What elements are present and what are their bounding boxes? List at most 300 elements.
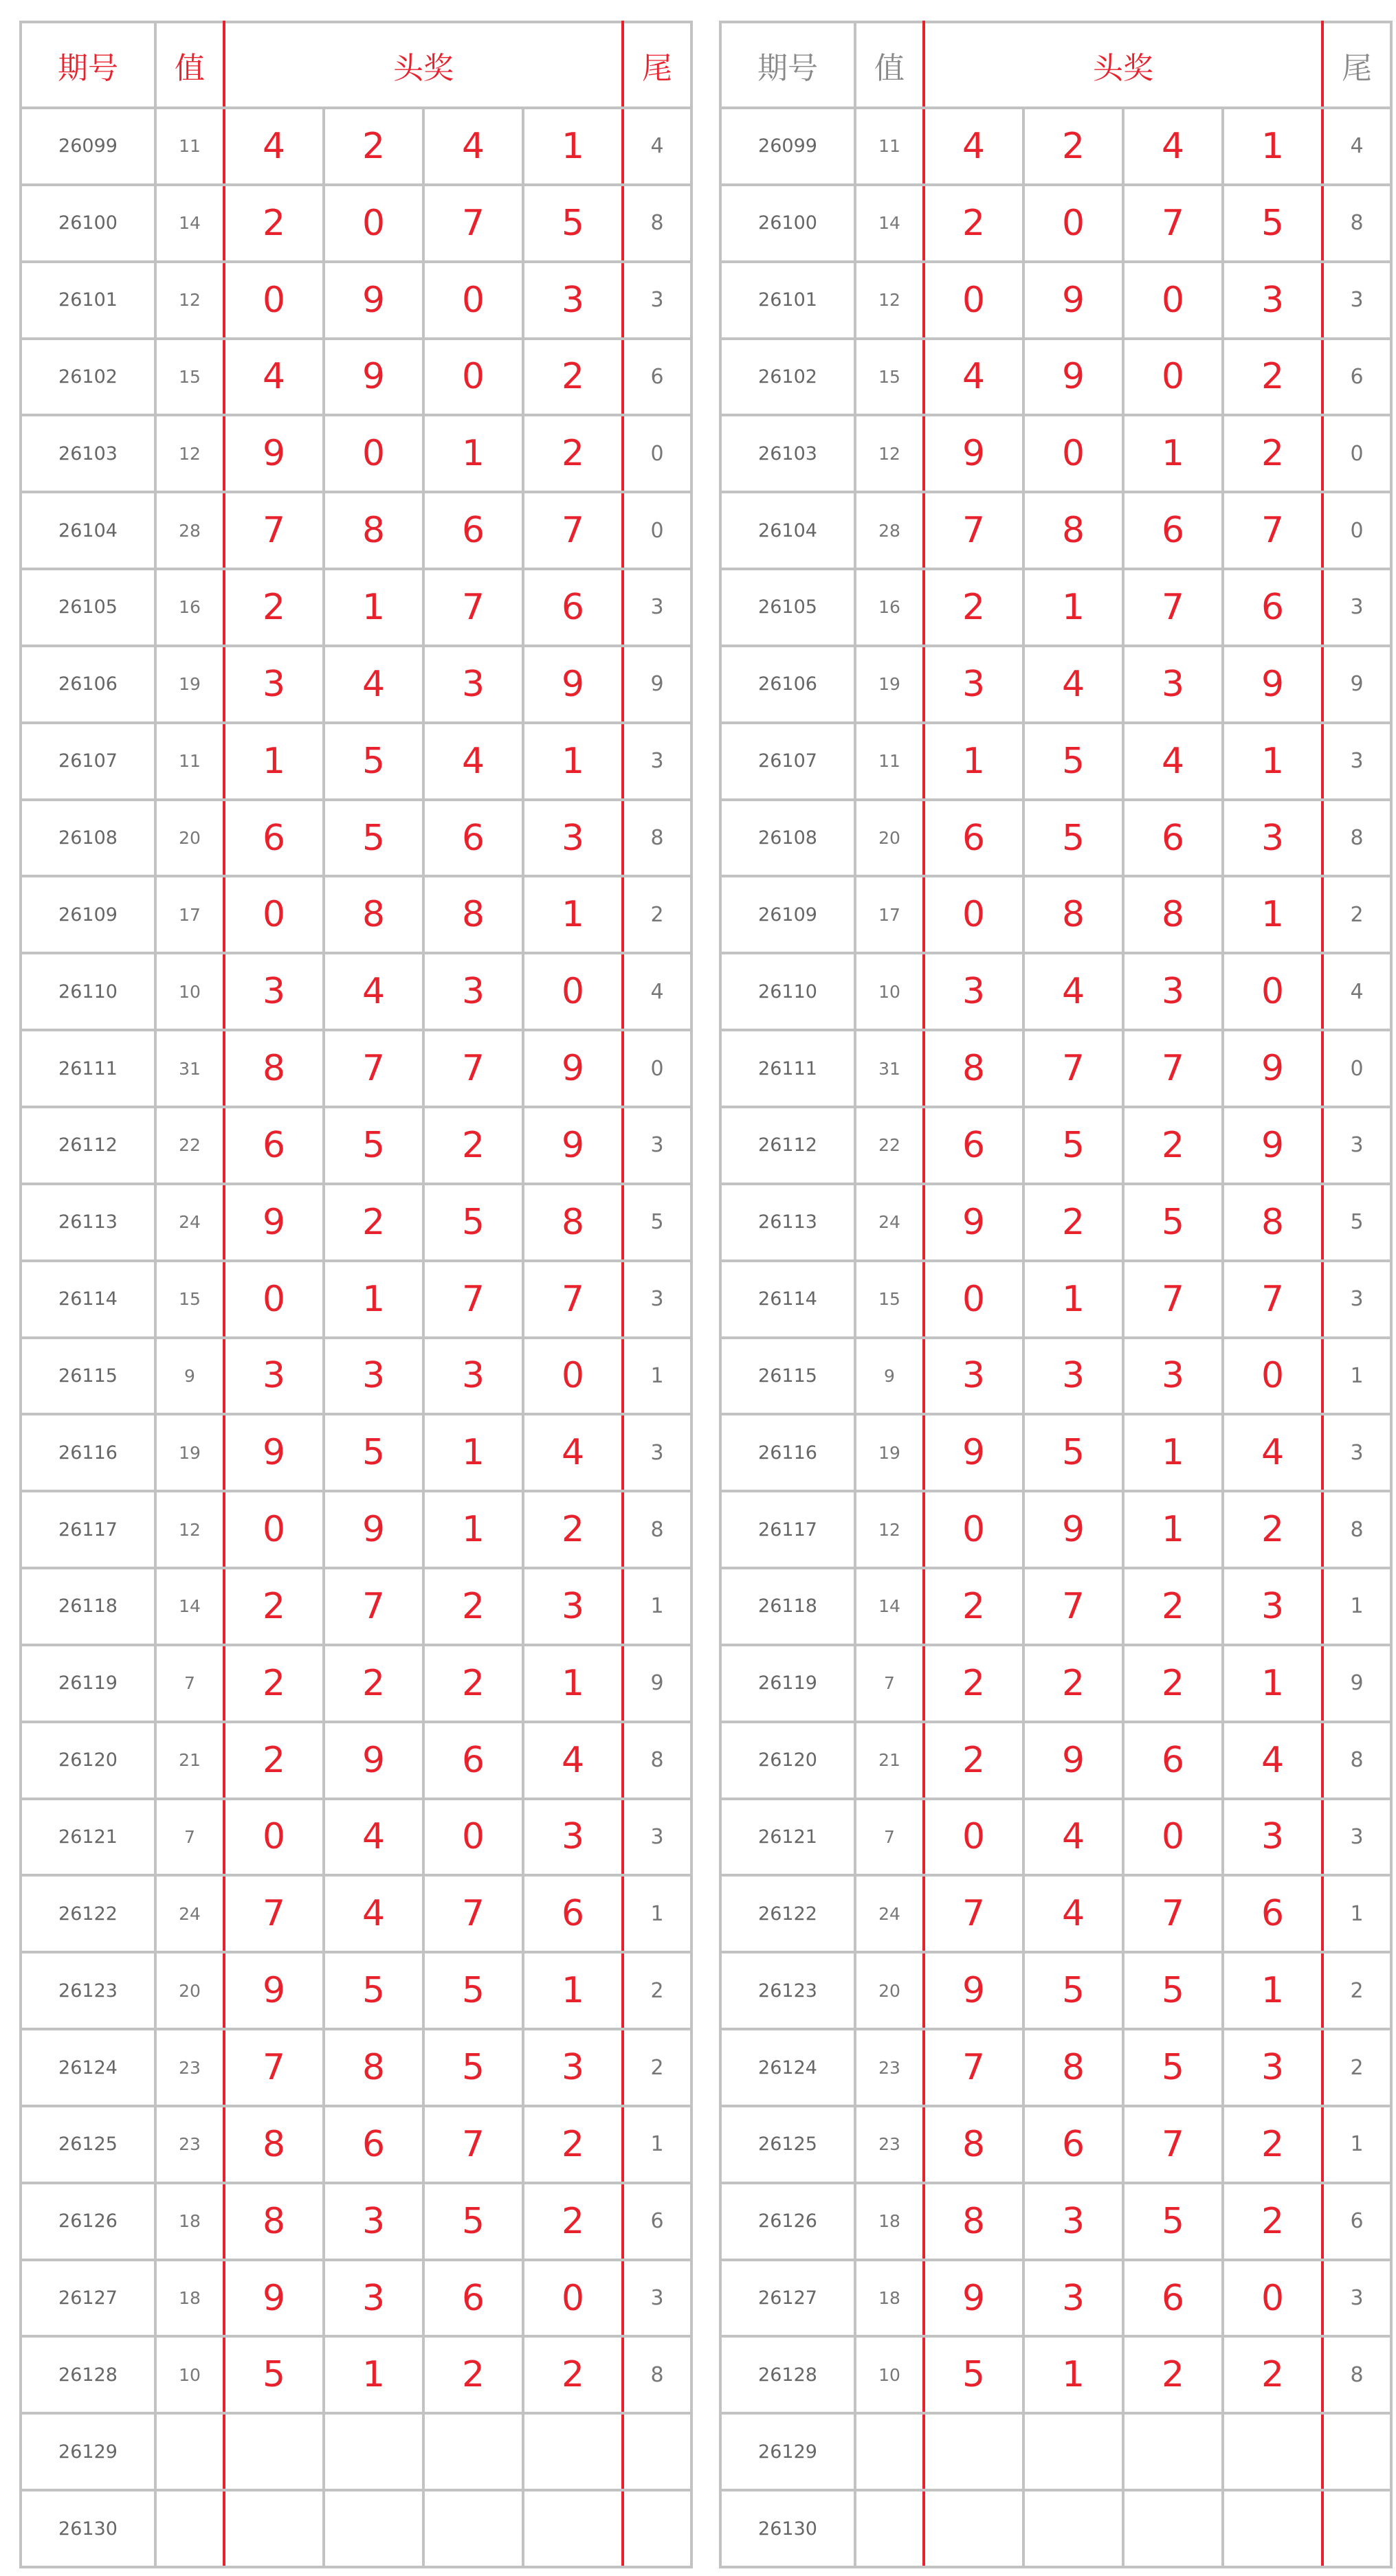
prize-digit: 4 <box>324 1875 423 1952</box>
tail-digit: 6 <box>1322 2183 1391 2260</box>
prize-digit: 0 <box>523 1338 623 1415</box>
sum-value: 7 <box>155 1799 224 1876</box>
table-row <box>720 2413 1391 2490</box>
table-row <box>21 2490 691 2567</box>
sum-value: 24 <box>855 1875 924 1952</box>
prize-digit: 7 <box>1123 1875 1223 1952</box>
sum-value: 22 <box>155 1107 224 1184</box>
tail-digit: 8 <box>1322 1722 1391 1799</box>
prize-digit: 4 <box>523 1414 623 1491</box>
tail-digit: 6 <box>623 339 691 416</box>
prize-digit: 2 <box>523 2183 623 2260</box>
sum-value: 12 <box>155 262 224 339</box>
table-row <box>720 1184 1391 1261</box>
prize-digit: 2 <box>423 1645 523 1722</box>
prize-digit: 5 <box>423 1184 523 1261</box>
header-tail: 尾 <box>623 22 691 108</box>
sum-value: 12 <box>855 1491 924 1568</box>
issue-number: 26100 <box>21 185 155 262</box>
prize-digit: 7 <box>1123 2106 1223 2183</box>
prize-digit: 1 <box>1223 108 1322 185</box>
prize-digit: 8 <box>1223 1184 1322 1261</box>
issue-number: 26126 <box>720 2183 855 2260</box>
table-row <box>21 1261 691 1338</box>
issue-number: 26111 <box>21 1030 155 1107</box>
table-row <box>21 953 691 1030</box>
prize-digit: 3 <box>224 953 324 1030</box>
tail-digit: 3 <box>623 1799 691 1876</box>
prize-digit: 9 <box>523 1107 623 1184</box>
prize-digit: 3 <box>324 2183 423 2260</box>
prize-digit: 8 <box>423 876 523 953</box>
prize-digit: 7 <box>324 1030 423 1107</box>
prize-digit: 5 <box>1023 800 1123 877</box>
prize-digit: 0 <box>324 185 423 262</box>
issue-number: 26130 <box>21 2490 155 2567</box>
issue-number: 26108 <box>720 800 855 877</box>
tail-digit <box>1322 2490 1391 2567</box>
prize-digit: 6 <box>1123 1722 1223 1799</box>
prize-digit: 2 <box>523 415 623 492</box>
prize-digit: 5 <box>1023 1107 1123 1184</box>
prize-digit: 5 <box>1123 1184 1223 1261</box>
prize-digit: 4 <box>1223 1722 1322 1799</box>
tail-digit: 1 <box>623 2106 691 2183</box>
prize-digit: 0 <box>224 1491 324 1568</box>
prize-digit: 3 <box>1223 1799 1322 1876</box>
table-row <box>21 2260 691 2337</box>
prize-digit: 2 <box>1123 1568 1223 1645</box>
prize-digit: 4 <box>1023 1875 1123 1952</box>
prize-digit: 8 <box>324 492 423 569</box>
prize-digit: 1 <box>423 1491 523 1568</box>
prize-digit: 3 <box>1023 2183 1123 2260</box>
sum-value: 10 <box>155 2336 224 2413</box>
prize-digit: 4 <box>423 723 523 800</box>
prize-digit: 7 <box>1023 1030 1123 1107</box>
sum-value: 28 <box>855 492 924 569</box>
table-row <box>720 185 1391 262</box>
tail-digit: 0 <box>1322 1030 1391 1107</box>
prize-digit: 0 <box>924 1799 1023 1876</box>
prize-digit: 2 <box>523 2106 623 2183</box>
issue-number: 26117 <box>21 1491 155 1568</box>
prize-digit: 3 <box>1023 2260 1123 2337</box>
table-row <box>720 2106 1391 2183</box>
prize-digit: 4 <box>924 108 1023 185</box>
prize-digit: 3 <box>423 953 523 1030</box>
issue-number: 26121 <box>720 1799 855 1876</box>
tail-digit: 2 <box>1322 876 1391 953</box>
prize-digit: 4 <box>1023 646 1123 723</box>
issue-number: 26101 <box>720 262 855 339</box>
issue-number: 26113 <box>720 1184 855 1261</box>
issue-number: 26126 <box>21 2183 155 2260</box>
prize-digit <box>324 2490 423 2567</box>
prize-digit: 8 <box>924 2183 1023 2260</box>
sum-value: 24 <box>155 1184 224 1261</box>
prize-digit: 8 <box>924 1030 1023 1107</box>
prize-digit: 1 <box>1223 723 1322 800</box>
tail-digit: 0 <box>623 1030 691 1107</box>
prize-digit: 9 <box>224 415 324 492</box>
prize-digit: 9 <box>924 1414 1023 1491</box>
issue-number: 26105 <box>720 569 855 646</box>
table-row <box>720 1107 1391 1184</box>
header-row <box>21 22 691 108</box>
results-grid <box>719 21 1393 2568</box>
prize-digit: 9 <box>1023 1722 1123 1799</box>
issue-number: 26103 <box>21 415 155 492</box>
issue-number: 26104 <box>21 492 155 569</box>
prize-digit: 0 <box>1123 262 1223 339</box>
tail-digit: 3 <box>623 569 691 646</box>
tail-digit: 8 <box>1322 1491 1391 1568</box>
header-qihao: 期号 <box>720 22 855 108</box>
tail-digit: 2 <box>623 876 691 953</box>
prize-digit: 3 <box>224 1338 324 1415</box>
sum-value <box>855 2413 924 2490</box>
header-value: 值 <box>155 22 224 108</box>
prize-digit <box>523 2413 623 2490</box>
issue-number: 26117 <box>720 1491 855 1568</box>
prize-digit: 2 <box>1223 415 1322 492</box>
prize-digit: 3 <box>423 646 523 723</box>
sum-value <box>155 2490 224 2567</box>
prize-digit: 1 <box>423 1414 523 1491</box>
sum-value: 22 <box>855 1107 924 1184</box>
table-row <box>21 2413 691 2490</box>
sum-value <box>855 2490 924 2567</box>
prize-digit: 2 <box>224 185 324 262</box>
sum-value: 23 <box>155 2106 224 2183</box>
tail-digit: 3 <box>623 723 691 800</box>
table-row <box>720 262 1391 339</box>
issue-number: 26118 <box>720 1568 855 1645</box>
prize-digit: 2 <box>924 569 1023 646</box>
tail-digit: 3 <box>623 2260 691 2337</box>
prize-digit <box>324 2413 423 2490</box>
tail-digit: 8 <box>623 1722 691 1799</box>
prize-digit: 3 <box>1123 953 1223 1030</box>
table-row <box>720 1799 1391 1876</box>
table-row <box>21 646 691 723</box>
prize-digit: 4 <box>1223 1414 1322 1491</box>
prize-digit: 3 <box>1223 1568 1322 1645</box>
table-row <box>21 1491 691 1568</box>
sum-value: 15 <box>155 339 224 416</box>
table-row <box>21 1875 691 1952</box>
issue-number: 26103 <box>720 415 855 492</box>
prize-digit: 4 <box>1123 723 1223 800</box>
sum-value: 20 <box>855 1952 924 2029</box>
issue-number: 26124 <box>720 2029 855 2106</box>
prize-digit: 5 <box>324 1107 423 1184</box>
table-row <box>21 1799 691 1876</box>
prize-digit: 7 <box>924 1875 1023 1952</box>
prize-digit: 5 <box>423 2183 523 2260</box>
prize-digit: 9 <box>924 2260 1023 2337</box>
tail-digit: 8 <box>623 185 691 262</box>
sum-value: 18 <box>155 2183 224 2260</box>
tail-digit: 1 <box>1322 1568 1391 1645</box>
prize-digit: 1 <box>924 723 1023 800</box>
sum-value: 11 <box>155 108 224 185</box>
sum-value: 19 <box>155 646 224 723</box>
prize-digit: 7 <box>1123 185 1223 262</box>
sum-value: 14 <box>855 185 924 262</box>
sum-value: 31 <box>855 1030 924 1107</box>
prize-digit: 7 <box>1123 1030 1223 1107</box>
issue-number: 26118 <box>21 1568 155 1645</box>
tail-digit: 4 <box>1322 108 1391 185</box>
tail-digit: 3 <box>1322 262 1391 339</box>
issue-number: 26112 <box>21 1107 155 1184</box>
tail-digit: 3 <box>623 262 691 339</box>
tail-digit: 4 <box>623 108 691 185</box>
table-row <box>720 2336 1391 2413</box>
prize-digit: 3 <box>523 1568 623 1645</box>
prize-digit: 2 <box>1023 1184 1123 1261</box>
prize-digit: 2 <box>324 1645 423 1722</box>
table-row <box>21 1414 691 1491</box>
tail-digit: 4 <box>1322 953 1391 1030</box>
prize-digit: 2 <box>1023 108 1123 185</box>
prize-digit: 6 <box>224 1107 324 1184</box>
prize-digit: 3 <box>1023 1338 1123 1415</box>
header-tail: 尾 <box>1322 22 1391 108</box>
prize-digit: 3 <box>324 2260 423 2337</box>
tail-digit: 8 <box>623 800 691 877</box>
tail-digit <box>1322 2413 1391 2490</box>
prize-digit <box>423 2413 523 2490</box>
prize-digit: 9 <box>924 1952 1023 2029</box>
issue-number: 26105 <box>21 569 155 646</box>
sum-value: 10 <box>855 2336 924 2413</box>
prize-digit: 7 <box>924 2029 1023 2106</box>
sum-value: 18 <box>855 2183 924 2260</box>
sum-value: 12 <box>855 415 924 492</box>
prize-digit: 2 <box>924 1722 1023 1799</box>
table-row <box>720 569 1391 646</box>
issue-number: 26114 <box>21 1261 155 1338</box>
prize-digit: 2 <box>1123 1645 1223 1722</box>
prize-digit: 0 <box>1223 953 1322 1030</box>
prize-digit: 6 <box>1123 2260 1223 2337</box>
prize-digit: 1 <box>523 723 623 800</box>
prize-digit: 4 <box>324 953 423 1030</box>
sum-value: 24 <box>155 1875 224 1952</box>
prize-digit: 3 <box>924 646 1023 723</box>
prize-digit: 9 <box>224 1184 324 1261</box>
prize-digit: 0 <box>423 262 523 339</box>
tail-digit: 3 <box>623 1107 691 1184</box>
issue-number: 26122 <box>21 1875 155 1952</box>
tail-digit: 1 <box>1322 2106 1391 2183</box>
prize-digit: 5 <box>324 1414 423 1491</box>
tail-digit: 3 <box>1322 1107 1391 1184</box>
prize-digit <box>1223 2413 1322 2490</box>
tail-digit: 9 <box>623 1645 691 1722</box>
prize-digit: 6 <box>1023 2106 1123 2183</box>
issue-number: 26113 <box>21 1184 155 1261</box>
prize-digit: 6 <box>423 2260 523 2337</box>
tail-digit: 6 <box>1322 339 1391 416</box>
prize-digit: 2 <box>224 1645 324 1722</box>
prize-digit: 1 <box>324 2336 423 2413</box>
prize-digit: 3 <box>1123 1338 1223 1415</box>
prize-digit: 1 <box>1123 415 1223 492</box>
sum-value: 7 <box>855 1645 924 1722</box>
prize-digit: 5 <box>423 1952 523 2029</box>
prize-digit: 2 <box>1223 1491 1322 1568</box>
table-row <box>720 876 1391 953</box>
prize-digit: 2 <box>224 1568 324 1645</box>
table-row <box>21 1645 691 1722</box>
prize-digit: 1 <box>324 1261 423 1338</box>
results-grid <box>19 21 693 2568</box>
issue-number: 26130 <box>720 2490 855 2567</box>
issue-number: 26116 <box>720 1414 855 1491</box>
prize-digit: 8 <box>324 2029 423 2106</box>
prize-digit: 1 <box>523 108 623 185</box>
tail-digit: 3 <box>1322 1261 1391 1338</box>
table-row <box>21 2336 691 2413</box>
sum-value: 12 <box>855 262 924 339</box>
prize-digit: 7 <box>1023 1568 1123 1645</box>
prize-digit: 0 <box>1223 2260 1322 2337</box>
prize-digit: 0 <box>523 953 623 1030</box>
prize-digit: 6 <box>423 492 523 569</box>
tail-digit: 1 <box>1322 1875 1391 1952</box>
header-qihao: 期号 <box>21 22 155 108</box>
table-row <box>720 108 1391 185</box>
prize-digit: 2 <box>924 185 1023 262</box>
prize-digit <box>1123 2413 1223 2490</box>
prize-digit: 3 <box>224 646 324 723</box>
prize-digit: 2 <box>924 1645 1023 1722</box>
prize-digit: 2 <box>324 108 423 185</box>
prize-digit: 6 <box>224 800 324 877</box>
prize-digit <box>1223 2490 1322 2567</box>
table-row <box>720 1338 1391 1415</box>
tail-digit: 1 <box>623 1875 691 1952</box>
sum-value: 16 <box>155 569 224 646</box>
prize-digit: 9 <box>924 1184 1023 1261</box>
prize-digit: 9 <box>1223 646 1322 723</box>
tail-digit: 3 <box>623 1414 691 1491</box>
prize-digit: 8 <box>224 2183 324 2260</box>
sum-value: 19 <box>155 1414 224 1491</box>
issue-number: 26102 <box>21 339 155 416</box>
tail-digit: 1 <box>1322 1338 1391 1415</box>
issue-number: 26129 <box>720 2413 855 2490</box>
table-row <box>720 800 1391 877</box>
table-row <box>720 1875 1391 1952</box>
table-row <box>720 2029 1391 2106</box>
issue-number: 26127 <box>720 2260 855 2337</box>
table-row <box>720 1030 1391 1107</box>
sum-value: 11 <box>855 723 924 800</box>
prize-digit: 9 <box>224 1414 324 1491</box>
table-row <box>21 339 691 416</box>
tail-digit: 1 <box>623 1568 691 1645</box>
prize-digit: 5 <box>324 1952 423 2029</box>
prize-digit: 3 <box>523 1799 623 1876</box>
table-row <box>21 1030 691 1107</box>
header-row <box>720 22 1391 108</box>
tail-digit: 8 <box>623 2336 691 2413</box>
prize-digit: 5 <box>324 723 423 800</box>
issue-number: 26101 <box>21 262 155 339</box>
sum-value: 7 <box>855 1799 924 1876</box>
sum-value: 12 <box>155 1491 224 1568</box>
table-row <box>720 1261 1391 1338</box>
tail-digit: 6 <box>623 2183 691 2260</box>
tail-digit: 0 <box>1322 492 1391 569</box>
prize-digit: 2 <box>924 1568 1023 1645</box>
issue-number: 26112 <box>720 1107 855 1184</box>
table-row <box>720 1491 1391 1568</box>
issue-number: 26125 <box>21 2106 155 2183</box>
table-row <box>21 2183 691 2260</box>
table-row <box>720 339 1391 416</box>
sum-value: 20 <box>155 800 224 877</box>
issue-number: 26124 <box>21 2029 155 2106</box>
issue-number: 26128 <box>21 2336 155 2413</box>
prize-digit: 7 <box>924 492 1023 569</box>
tail-digit: 5 <box>1322 1184 1391 1261</box>
prize-digit <box>924 2413 1023 2490</box>
prize-digit: 0 <box>224 1799 324 1876</box>
prize-digit: 9 <box>523 1030 623 1107</box>
prize-digit: 0 <box>1123 339 1223 416</box>
prize-digit: 5 <box>423 2029 523 2106</box>
prize-digit: 1 <box>523 1952 623 2029</box>
prize-digit: 4 <box>423 108 523 185</box>
prize-digit: 8 <box>1023 492 1123 569</box>
table-row <box>21 1338 691 1415</box>
table-row <box>720 2490 1391 2567</box>
prize-digit: 2 <box>224 1722 324 1799</box>
sum-value: 15 <box>855 1261 924 1338</box>
prize-digit <box>423 2490 523 2567</box>
prize-digit: 9 <box>924 415 1023 492</box>
table-row <box>21 800 691 877</box>
table-row <box>21 1184 691 1261</box>
prize-digit: 5 <box>1023 723 1123 800</box>
prize-digit: 7 <box>1123 1261 1223 1338</box>
prize-digit: 9 <box>1023 1491 1123 1568</box>
sum-value: 14 <box>855 1568 924 1645</box>
prize-digit: 4 <box>224 339 324 416</box>
tail-digit: 0 <box>1322 415 1391 492</box>
sum-value: 28 <box>155 492 224 569</box>
prize-digit: 9 <box>324 339 423 416</box>
prize-digit: 5 <box>324 800 423 877</box>
sum-value: 16 <box>855 569 924 646</box>
prize-digit: 3 <box>423 1338 523 1415</box>
table-row <box>720 646 1391 723</box>
tail-digit: 5 <box>623 1184 691 1261</box>
prize-digit: 6 <box>1123 800 1223 877</box>
prize-digit: 9 <box>324 1491 423 1568</box>
prize-digit: 1 <box>1023 1261 1123 1338</box>
prize-digit: 1 <box>324 569 423 646</box>
prize-digit: 7 <box>523 492 623 569</box>
sum-value: 15 <box>855 339 924 416</box>
tail-digit: 9 <box>623 646 691 723</box>
